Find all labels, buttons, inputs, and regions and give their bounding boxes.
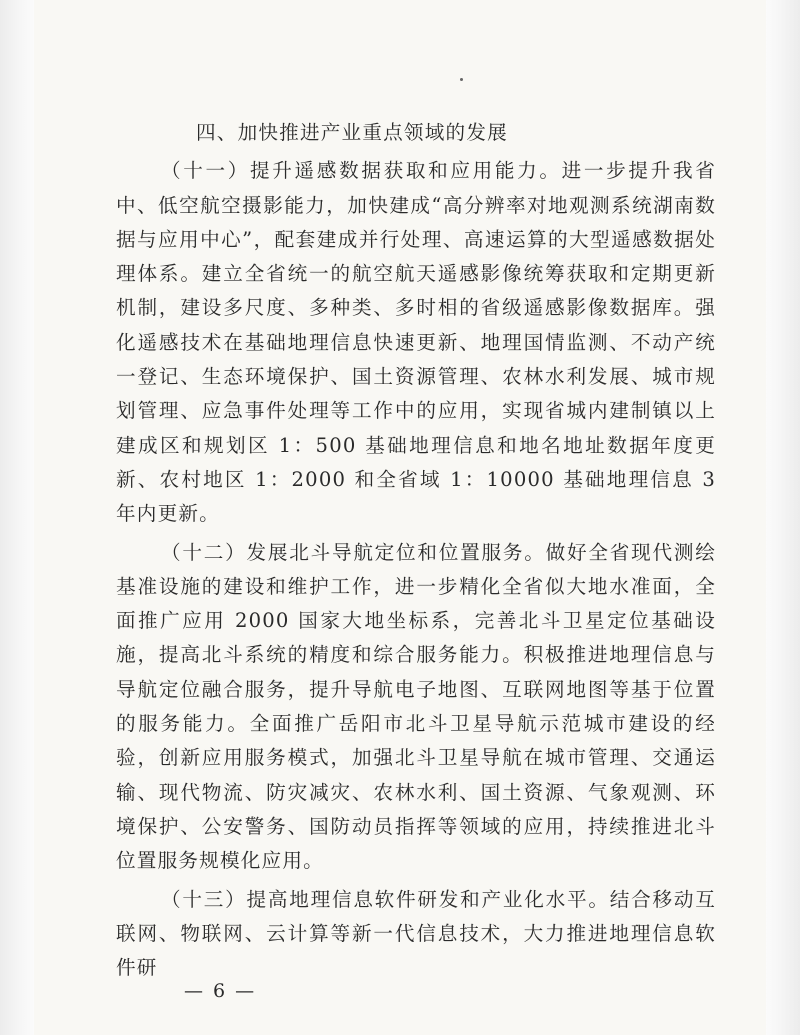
paragraph-beidou-navigation: （十二）发展北斗导航定位和位置服务。做好全省现代测绘基准设施的建设和维护工作，进一步精化全省似大地水准面，全面推广应用 2000 国家大地坐标系，完善北斗卫星定位基础设施，提高北斗系统的精度和综合服务能力。积极推进地理信息与导航定位融合服务，提升导航电子地图、互联网地图等基于位置的服务能力。全面推广岳阳市北斗卫星导航示范城市建设的经验，创新应用服务模式，加强北斗卫星导航在城市管理、交通运输、现代物流、防灾减灾、农林水利、国土资源、气象观测、环境保护、公安警务、国防动员指挥等领域的应用，持续推进北斗位置服务规模化应用。: [116, 540, 716, 873]
scan-speck: [460, 78, 463, 81]
paragraph-gis-software: （十三）提高地理信息软件研发和产业化水平。结合移动互联网、物联网、云计算等新一代信息技术，大力推进地理信息软件研: [116, 887, 716, 980]
scan-edge-left: [0, 0, 34, 1035]
paragraph-remote-sensing: （十一）提升遥感数据获取和应用能力。进一步提升我省中、低空航空摄影能力，加快建成“高分辨率对地观测系统湖南数据与应用中心”，配套建成并行处理、高速运算的大型遥感数据处理体系。建立全省统一的航空航天遥感影像统筹获取和定期更新机制，建设多尺度、多种类、多时相的省级遥感影像数据库。强化遥感技术在基础地理信息快速更新、地理国情监测、不动产统一登记、生态环境保护、国土资源管理、农林水利发展、城市规划管理、应急事件处理等工作中的应用，实现省城内建制镇以上建成区和规划区 1：500 基础地理信息和地名地址数据年度更新、农村地区 1：2000 和全省域 1：10000 基础地理信息 3 年内更新。: [116, 159, 716, 526]
section-heading: 四、加快推进产业重点领域的发展: [196, 121, 508, 144]
scan-edge-right: [766, 0, 800, 1035]
document-body: [116, 116, 716, 985]
page-number: — 6 —: [184, 980, 257, 1002]
